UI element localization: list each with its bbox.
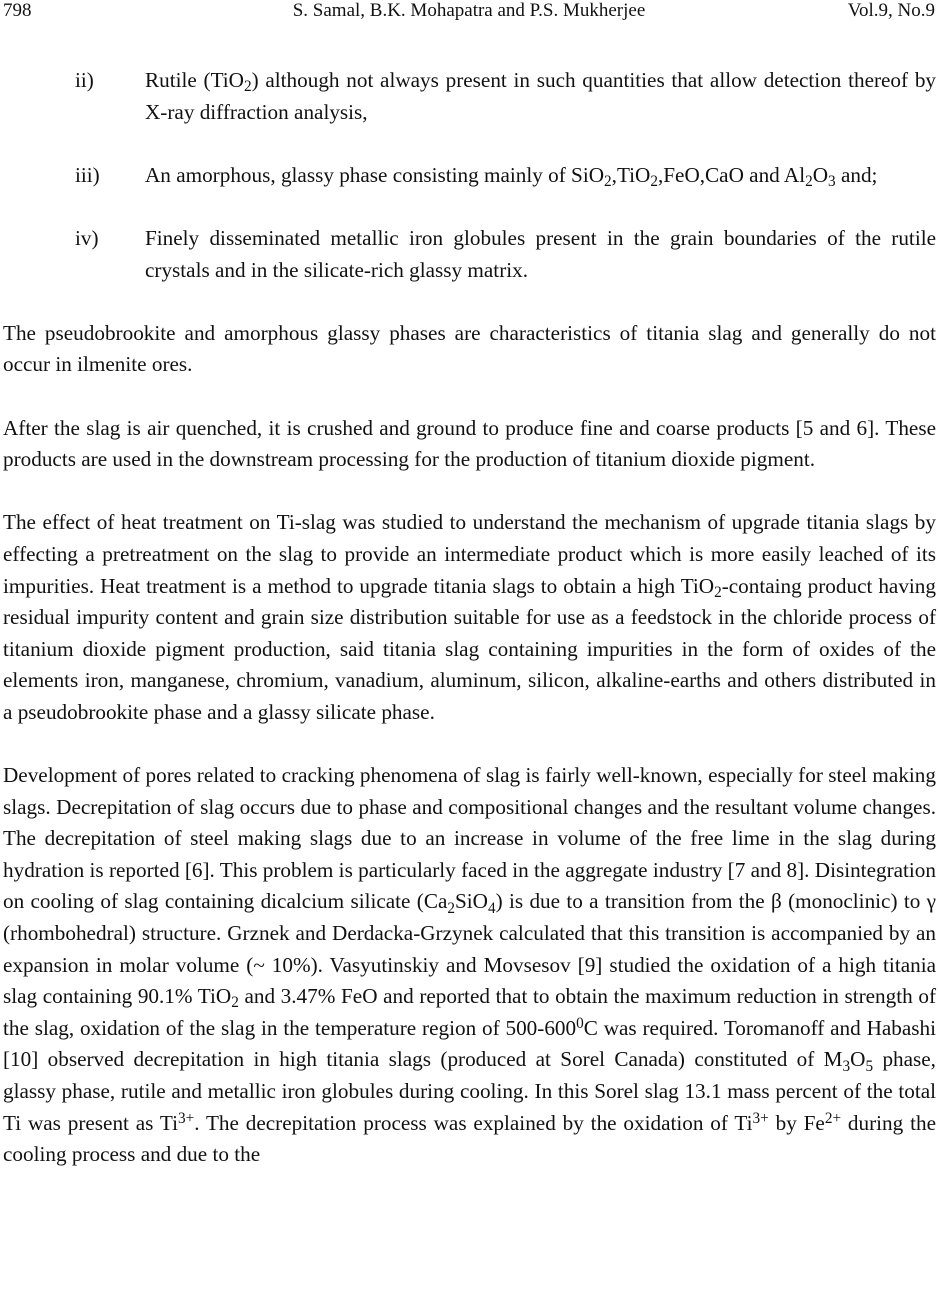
list-item-iii: iii) An amorphous, glassy phase consisting mainly of SiO$_2$,TiO$_2$,FeO,CaO and $Al_2O_3$ and;: [3, 160, 936, 192]
paragraph-air-quenched: After the slag is air quenched, it is crushed and ground to produce fine and coarse products [5 and 6]. These products are used in the downstream processing for the production of titanium dioxide pigment.: [3, 415, 936, 472]
running-header: [0, 0, 938, 26]
list-item-iv: iv) Finely disseminated metallic iron globules present in the grain boundaries of the rutile crystals and in the silicate-rich glassy matrix.: [3, 223, 936, 286]
paragraph-pseudobrookite: The pseudobrookite and amorphous glassy phases are characteristics of titania slag and generally do not occur in ilmenite ores.: [3, 320, 936, 377]
list-number: iv): [75, 225, 99, 250]
header-volume: Vol.9, No.9: [847, 0, 935, 21]
list-number: ii): [75, 68, 94, 92]
article-body: [3, 65, 936, 1202]
page-number: 798: [3, 0, 32, 21]
list-number: iii): [75, 162, 100, 187]
header-authors: S. Samal, B.K. Mohapatra and P.S. Mukherjee: [292, 0, 646, 21]
paragraph-decrepitation: Development of pores related to cracking phenomena of slag is fairly well-known, especially for steel making slags. Decrepitation of slag occurs due to phase and compositional changes and the resultant volume changes. The decrepitation of steel making slags due to an increase in volume of the free lime in the slag during hydration is reported [6]. This problem is particularly faced in the aggregate industry [7 and 8]. Disintegration on cooling of slag containing dicalcium silicate $(Ca_2SiO_4)$ is due to a transition from the β (monoclinic) to γ (rhombohedral) structure. Grznek and Derdacka-Grzynek calculated that this transition is accompanied by an expansion in molar volume (~ 10%). Vasyutinskiy and Movsesov [9] studied the oxidation of a high titania slag containing 90.1% TiO$_2$ and 3.47% FeO and reported that to obtain the maximum reduction in strength of the slag, oxidation of the slag in the temperature region of $500-600^0C$ was required. Toromanoff and Habashi [10] observed decrepitation in high titania slags (produced at Sorel Canada) constituted of $M_3O_5$ phase, glassy phase, rutile and metallic iron globules during cooling. In this Sorel slag 13.1 mass percent of the total Ti was present as $Ti^{3+}$. The decrepitation process was explained by the oxidation of $Ti^{3+}$ by $Fe^{2+}$ during the cooling process and due to the: [3, 763, 937, 1167]
list-item-ii: ii) Rutile (TiO$_2$) although not always present in such quantities that allow detection thereof by X-ray diffraction analysis,: [3, 65, 936, 128]
paragraph-heat-treatment: The effect of heat treatment on Ti-slag was studied to understand the mechanism of upgrade titania slags by effecting a pretreatment on the slag to provide an intermediate product which is more easily leached of its impurities. Heat treatment is a method to upgrade titania slags to obtain a high TiO$_2$-containg product having residual impurity content and grain size distribution suitable for use as a feedstock in the chloride process of titanium dioxide pigment production, said titania slag containing impurities in the form of oxides of the elements iron, manganese, chromium, vanadium, aluminum, silicon, alkaline-earths and others distributed in a pseudobrookite phase and a glassy silicate phase.: [3, 510, 936, 724]
